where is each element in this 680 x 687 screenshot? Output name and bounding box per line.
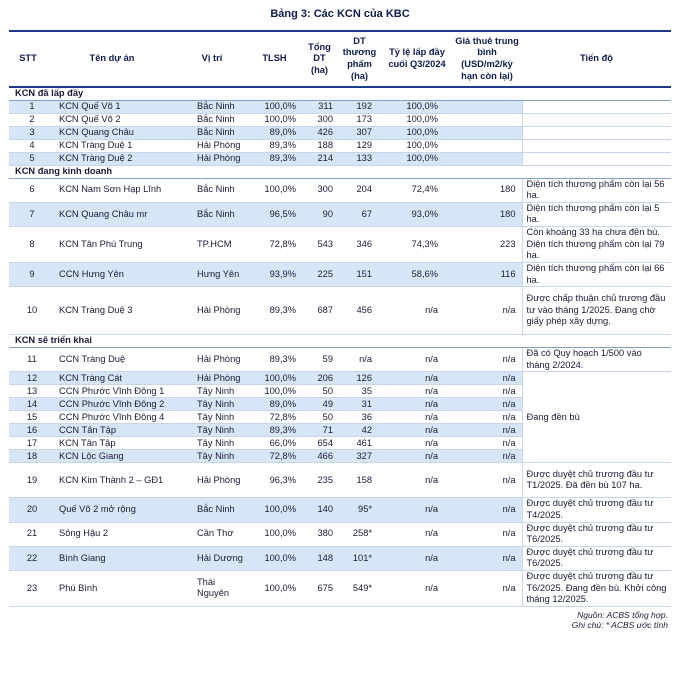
- cell-stt: 15: [9, 411, 47, 424]
- table-row: [9, 113, 671, 126]
- cell-stt: 1: [9, 100, 47, 113]
- cell-stt: 4: [9, 139, 47, 152]
- table-row: [9, 372, 671, 385]
- cell-progress: Được duyệt chủ trương đầu tư T6/2025. Đang đền bù. Khởi công tháng 12/2025.: [522, 570, 671, 606]
- cell-location: Hải Phòng: [177, 152, 247, 165]
- cell-tlsh: 93,9%: [247, 262, 302, 286]
- cell-commercial-area: 173: [337, 113, 382, 126]
- cell-commercial-area: 461: [337, 437, 382, 450]
- cell-location: Bắc Ninh: [177, 498, 247, 522]
- cell-progress: Được chấp thuận chủ trương đầu tư vào tháng 1/2025. Đang chờ giấy phép xây dựng.: [522, 287, 671, 335]
- cell-location: Tây Ninh: [177, 411, 247, 424]
- cell-rent-price: n/a: [452, 463, 522, 498]
- cell-rent-price: [452, 126, 522, 139]
- cell-total-area: 687: [302, 287, 337, 335]
- table-row: [9, 152, 671, 165]
- cell-tlsh: 100,0%: [247, 178, 302, 202]
- cell-stt: 10: [9, 287, 47, 335]
- cell-location: Hải Phòng: [177, 287, 247, 335]
- cell-tlsh: 100,0%: [247, 100, 302, 113]
- cell-total-area: 206: [302, 372, 337, 385]
- cell-rent-price: n/a: [452, 522, 522, 546]
- cell-fill-rate: 100,0%: [382, 152, 452, 165]
- cell-progress: Diện tích thương phẩm còn lại 5 ha.: [522, 202, 671, 226]
- cell-fill-rate: n/a: [382, 287, 452, 335]
- cell-fill-rate: 100,0%: [382, 139, 452, 152]
- cell-fill-rate: n/a: [382, 372, 452, 385]
- cell-stt: 12: [9, 372, 47, 385]
- cell-name: KCN Quế Võ 1: [47, 100, 177, 113]
- cell-fill-rate: 100,0%: [382, 113, 452, 126]
- cell-rent-price: n/a: [452, 411, 522, 424]
- cell-location: Cần Thơ: [177, 522, 247, 546]
- cell-fill-rate: n/a: [382, 546, 452, 570]
- header-commercial-area: DT thương phẩm (ha): [337, 31, 382, 87]
- cell-rent-price: 180: [452, 202, 522, 226]
- cell-rent-price: 223: [452, 226, 522, 262]
- cell-name: KCN Nam Sơn Hạp Lĩnh: [47, 178, 177, 202]
- cell-total-area: 380: [302, 522, 337, 546]
- cell-fill-rate: n/a: [382, 522, 452, 546]
- header-fill-rate: Tỷ lệ lấp đầy cuối Q3/2024: [382, 31, 452, 87]
- cell-progress: [522, 100, 671, 113]
- cell-rent-price: n/a: [452, 348, 522, 372]
- cell-name: CCN Tân Tập: [47, 424, 177, 437]
- cell-tlsh: 100,0%: [247, 546, 302, 570]
- cell-location: Bắc Ninh: [177, 100, 247, 113]
- cell-progress: [522, 113, 671, 126]
- cell-name: KCN Kim Thành 2 – GĐ1: [47, 463, 177, 498]
- cell-fill-rate: n/a: [382, 424, 452, 437]
- group-header-row: [9, 335, 671, 348]
- cell-stt: 6: [9, 178, 47, 202]
- cell-fill-rate: n/a: [382, 411, 452, 424]
- cell-name: CCN Phước Vĩnh Đông 1: [47, 385, 177, 398]
- cell-name: KCN Quế Võ 2: [47, 113, 177, 126]
- cell-commercial-area: 101*: [337, 546, 382, 570]
- footnotes: [0, 610, 668, 630]
- cell-location: TP.HCM: [177, 226, 247, 262]
- cell-tlsh: 89,0%: [247, 126, 302, 139]
- cell-tlsh: 96,5%: [247, 202, 302, 226]
- cell-location: Hải Phòng: [177, 463, 247, 498]
- table-row: [9, 463, 671, 498]
- cell-rent-price: n/a: [452, 498, 522, 522]
- cell-tlsh: 89,3%: [247, 287, 302, 335]
- cell-rent-price: n/a: [452, 398, 522, 411]
- cell-tlsh: 100,0%: [247, 522, 302, 546]
- cell-name: Bình Giang: [47, 546, 177, 570]
- cell-location: Tây Ninh: [177, 424, 247, 437]
- table-row: [9, 202, 671, 226]
- cell-total-area: 225: [302, 262, 337, 286]
- header-tlsh: TLSH: [247, 31, 302, 87]
- cell-fill-rate: n/a: [382, 450, 452, 463]
- cell-commercial-area: 204: [337, 178, 382, 202]
- table-row: [9, 126, 671, 139]
- cell-rent-price: n/a: [452, 424, 522, 437]
- header-rent-price: Giá thuê trung bình (USD/m2/kỳ hạn còn lại): [452, 31, 522, 87]
- cell-commercial-area: 549*: [337, 570, 382, 606]
- cell-progress: Đã có Quy hoạch 1/500 vào tháng 2/2024.: [522, 348, 671, 372]
- cell-progress: Diện tích thương phẩm còn lại 56 ha.: [522, 178, 671, 202]
- cell-location: Hải Dương: [177, 546, 247, 570]
- cell-name: Phú Bình: [47, 570, 177, 606]
- cell-tlsh: 100,0%: [247, 570, 302, 606]
- cell-tlsh: 72,8%: [247, 450, 302, 463]
- cell-total-area: 466: [302, 450, 337, 463]
- table-row: [9, 226, 671, 262]
- cell-rent-price: [452, 100, 522, 113]
- cell-name: KCN Quang Châu: [47, 126, 177, 139]
- cell-name: CCN Phước Vĩnh Đông 4: [47, 411, 177, 424]
- group-header-row: [9, 87, 671, 100]
- cell-rent-price: [452, 113, 522, 126]
- cell-total-area: 188: [302, 139, 337, 152]
- table-row: [9, 139, 671, 152]
- cell-location: Hải Phòng: [177, 139, 247, 152]
- table-row: [9, 348, 671, 372]
- cell-rent-price: n/a: [452, 437, 522, 450]
- cell-total-area: 71: [302, 424, 337, 437]
- table-body: [9, 87, 671, 606]
- cell-rent-price: n/a: [452, 385, 522, 398]
- cell-name: KCN Lộc Giang: [47, 450, 177, 463]
- cell-progress: Được duyệt chủ trương đầu tư T4/2025.: [522, 498, 671, 522]
- header-total-area: Tổng DT (ha): [302, 31, 337, 87]
- cell-stt: 20: [9, 498, 47, 522]
- cell-tlsh: 96,3%: [247, 463, 302, 498]
- cell-tlsh: 89,0%: [247, 398, 302, 411]
- cell-commercial-area: 35: [337, 385, 382, 398]
- cell-progress-merged: Đang đền bù: [522, 372, 671, 463]
- cell-fill-rate: n/a: [382, 570, 452, 606]
- cell-name: CCN Phước Vĩnh Đông 2: [47, 398, 177, 411]
- cell-commercial-area: 126: [337, 372, 382, 385]
- cell-fill-rate: n/a: [382, 398, 452, 411]
- source-note: Nguồn: ACBS tổng hợp.: [577, 610, 668, 620]
- cell-progress: [522, 139, 671, 152]
- cell-rent-price: [452, 152, 522, 165]
- table-row: [9, 522, 671, 546]
- cell-commercial-area: 95*: [337, 498, 382, 522]
- cell-progress: Còn khoảng 33 ha chưa đền bù. Diện tích thương phẩm còn lại 79 ha.: [522, 226, 671, 262]
- cell-stt: 16: [9, 424, 47, 437]
- cell-fill-rate: n/a: [382, 463, 452, 498]
- cell-commercial-area: n/a: [337, 348, 382, 372]
- header-progress: Tiến độ: [522, 31, 671, 87]
- cell-total-area: 49: [302, 398, 337, 411]
- cell-location: Bắc Ninh: [177, 202, 247, 226]
- table-row: [9, 100, 671, 113]
- cell-progress: Diện tích thương phẩm còn lại 66 ha.: [522, 262, 671, 286]
- cell-location: Hải Phòng: [177, 372, 247, 385]
- cell-fill-rate: n/a: [382, 498, 452, 522]
- cell-location: Bắc Ninh: [177, 113, 247, 126]
- group-title: KCN đã lấp đầy: [9, 87, 671, 100]
- cell-fill-rate: 58,6%: [382, 262, 452, 286]
- table-row: [9, 262, 671, 286]
- cell-location: Hưng Yên: [177, 262, 247, 286]
- cell-name: KCN Tràng Cát: [47, 372, 177, 385]
- cell-total-area: 140: [302, 498, 337, 522]
- cell-stt: 21: [9, 522, 47, 546]
- cell-tlsh: 100,0%: [247, 498, 302, 522]
- group-title: KCN sẽ triển khai: [9, 335, 671, 348]
- cell-stt: 22: [9, 546, 47, 570]
- cell-total-area: 311: [302, 100, 337, 113]
- cell-name: CCN Tràng Duệ: [47, 348, 177, 372]
- cell-commercial-area: 129: [337, 139, 382, 152]
- cell-commercial-area: 327: [337, 450, 382, 463]
- cell-fill-rate: n/a: [382, 348, 452, 372]
- cell-name: KCN Tràng Duệ 2: [47, 152, 177, 165]
- cell-total-area: 543: [302, 226, 337, 262]
- cell-commercial-area: 258*: [337, 522, 382, 546]
- cell-location: Hải Phòng: [177, 348, 247, 372]
- cell-location: Tây Ninh: [177, 385, 247, 398]
- cell-fill-rate: 100,0%: [382, 100, 452, 113]
- cell-name: KCN Quang Châu mr: [47, 202, 177, 226]
- estimate-note: Ghi chú: * ACBS ước tính: [571, 620, 668, 630]
- cell-name: Sông Hậu 2: [47, 522, 177, 546]
- cell-fill-rate: 100,0%: [382, 126, 452, 139]
- cell-progress: [522, 152, 671, 165]
- cell-name: KCN Tràng Duệ 1: [47, 139, 177, 152]
- cell-location: Bắc Ninh: [177, 178, 247, 202]
- cell-fill-rate: 74,3%: [382, 226, 452, 262]
- table-row: [9, 178, 671, 202]
- cell-total-area: 214: [302, 152, 337, 165]
- cell-total-area: 148: [302, 546, 337, 570]
- cell-total-area: 675: [302, 570, 337, 606]
- cell-commercial-area: 307: [337, 126, 382, 139]
- cell-progress: Được duyệt chủ trương đầu tư T1/2025. Đã đền bù 107 ha.: [522, 463, 671, 498]
- cell-progress: Được duyệt chủ trương đầu tư T6/2025.: [522, 546, 671, 570]
- cell-name: KCN Tràng Duệ 3: [47, 287, 177, 335]
- table-row: [9, 287, 671, 335]
- cell-rent-price: n/a: [452, 372, 522, 385]
- cell-total-area: 426: [302, 126, 337, 139]
- header-row: [9, 31, 671, 87]
- cell-name: Quế Võ 2 mở rộng: [47, 498, 177, 522]
- cell-total-area: 300: [302, 178, 337, 202]
- cell-commercial-area: 36: [337, 411, 382, 424]
- cell-total-area: 59: [302, 348, 337, 372]
- cell-tlsh: 72,8%: [247, 226, 302, 262]
- cell-progress: [522, 126, 671, 139]
- cell-total-area: 235: [302, 463, 337, 498]
- cell-commercial-area: 133: [337, 152, 382, 165]
- cell-tlsh: 89,3%: [247, 152, 302, 165]
- cell-tlsh: 89,3%: [247, 139, 302, 152]
- cell-location: Tây Ninh: [177, 437, 247, 450]
- cell-location: Bắc Ninh: [177, 126, 247, 139]
- cell-rent-price: [452, 139, 522, 152]
- cell-fill-rate: 72,4%: [382, 178, 452, 202]
- cell-fill-rate: n/a: [382, 437, 452, 450]
- cell-commercial-area: 158: [337, 463, 382, 498]
- cell-name: KCN Tân Phú Trung: [47, 226, 177, 262]
- cell-commercial-area: 31: [337, 398, 382, 411]
- cell-tlsh: 100,0%: [247, 385, 302, 398]
- cell-tlsh: 66,0%: [247, 437, 302, 450]
- cell-commercial-area: 192: [337, 100, 382, 113]
- cell-total-area: 300: [302, 113, 337, 126]
- cell-rent-price: n/a: [452, 546, 522, 570]
- cell-fill-rate: n/a: [382, 385, 452, 398]
- header-name: Tên dự án: [47, 31, 177, 87]
- cell-stt: 8: [9, 226, 47, 262]
- cell-stt: 19: [9, 463, 47, 498]
- cell-rent-price: n/a: [452, 287, 522, 335]
- group-title: KCN đang kinh doanh: [9, 165, 671, 178]
- cell-commercial-area: 151: [337, 262, 382, 286]
- cell-stt: 18: [9, 450, 47, 463]
- table-row: [9, 546, 671, 570]
- cell-commercial-area: 456: [337, 287, 382, 335]
- cell-rent-price: n/a: [452, 570, 522, 606]
- table-row: [9, 498, 671, 522]
- cell-tlsh: 89,3%: [247, 424, 302, 437]
- cell-stt: 14: [9, 398, 47, 411]
- cell-stt: 11: [9, 348, 47, 372]
- table-row: [9, 570, 671, 606]
- cell-fill-rate: 93,0%: [382, 202, 452, 226]
- cell-total-area: 50: [302, 411, 337, 424]
- cell-stt: 23: [9, 570, 47, 606]
- cell-name: CCN Hưng Yên: [47, 262, 177, 286]
- cell-total-area: 654: [302, 437, 337, 450]
- header-stt: STT: [9, 31, 47, 87]
- cell-commercial-area: 42: [337, 424, 382, 437]
- cell-tlsh: 100,0%: [247, 372, 302, 385]
- header-location: Vị trí: [177, 31, 247, 87]
- cell-stt: 7: [9, 202, 47, 226]
- cell-location: Tây Ninh: [177, 450, 247, 463]
- cell-rent-price: 180: [452, 178, 522, 202]
- cell-commercial-area: 67: [337, 202, 382, 226]
- cell-stt: 9: [9, 262, 47, 286]
- cell-total-area: 50: [302, 385, 337, 398]
- cell-rent-price: n/a: [452, 450, 522, 463]
- cell-location: Tây Ninh: [177, 398, 247, 411]
- cell-total-area: 90: [302, 202, 337, 226]
- cell-stt: 3: [9, 126, 47, 139]
- cell-commercial-area: 346: [337, 226, 382, 262]
- cell-stt: 13: [9, 385, 47, 398]
- cell-name: KCN Tân Tập: [47, 437, 177, 450]
- cell-rent-price: 116: [452, 262, 522, 286]
- table-title: Bảng 3: Các KCN của KBC: [270, 8, 410, 20]
- cell-tlsh: 72,8%: [247, 411, 302, 424]
- cell-location: Thái Nguyên: [177, 570, 247, 606]
- cell-tlsh: 89,3%: [247, 348, 302, 372]
- cell-progress: Được duyệt chủ trương đầu tư T6/2025.: [522, 522, 671, 546]
- cell-stt: 2: [9, 113, 47, 126]
- cell-tlsh: 100,0%: [247, 113, 302, 126]
- group-header-row: [9, 165, 671, 178]
- kcn-table: [9, 30, 671, 607]
- cell-stt: 17: [9, 437, 47, 450]
- cell-stt: 5: [9, 152, 47, 165]
